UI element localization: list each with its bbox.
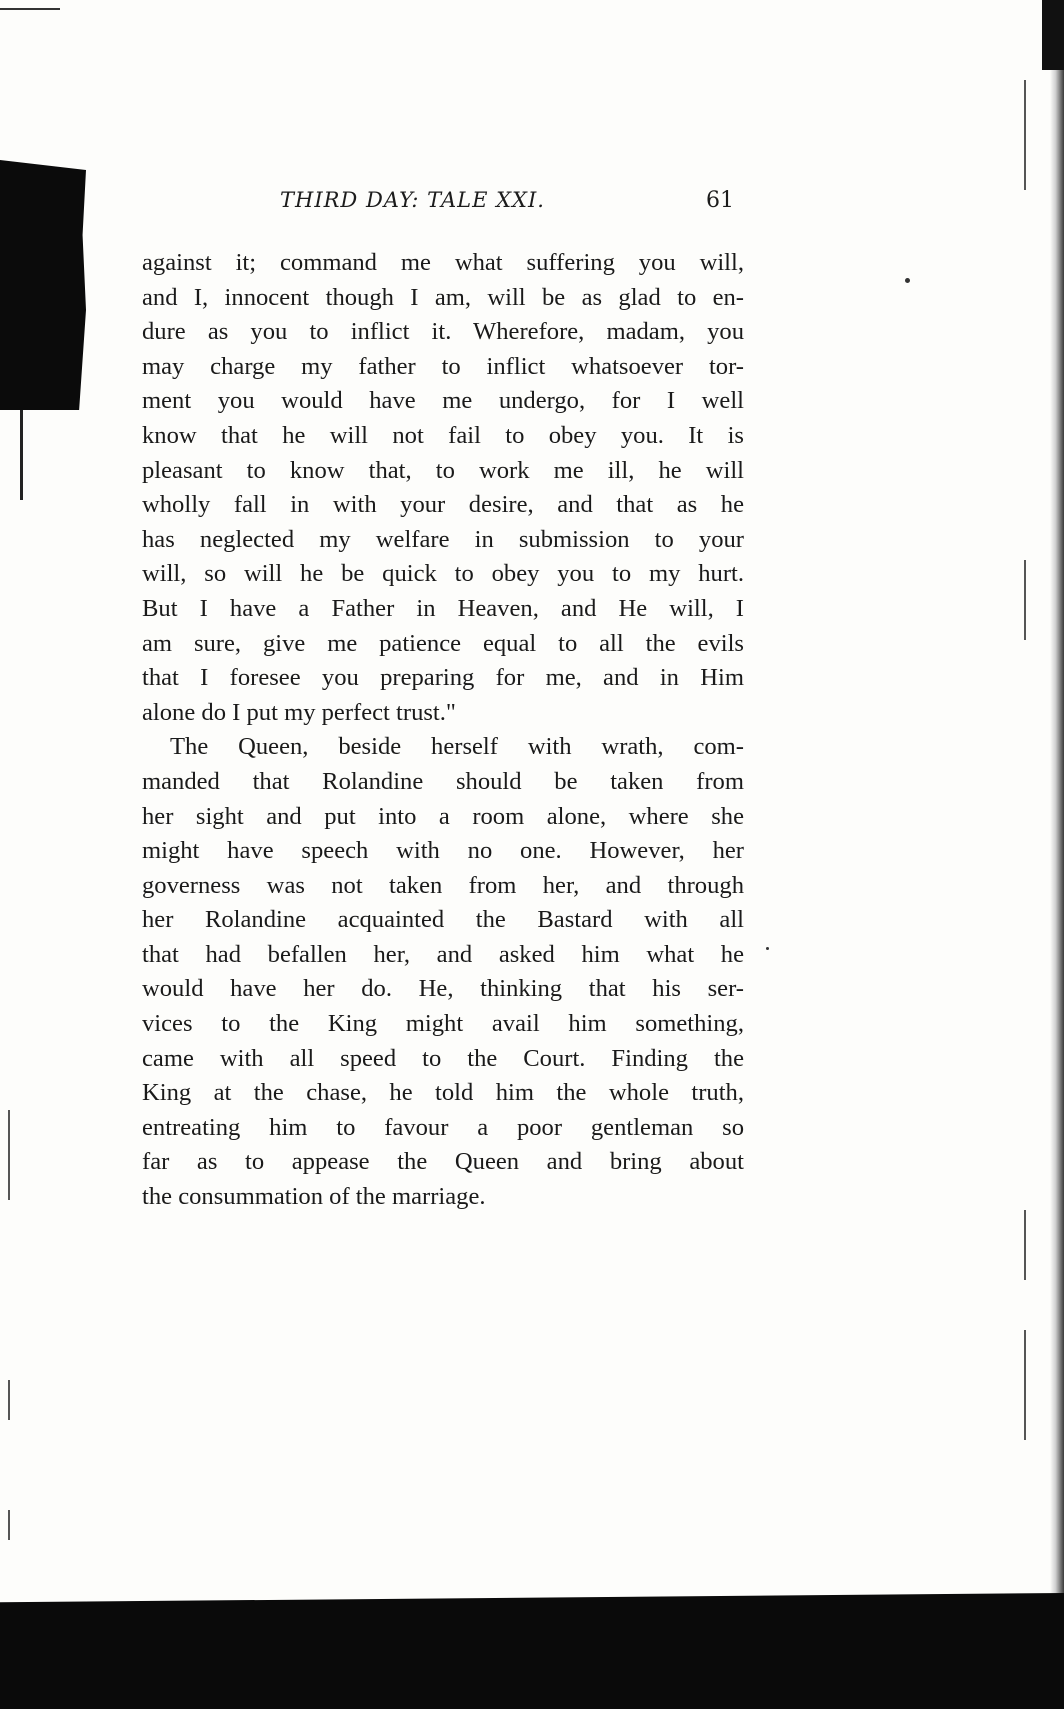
text-line: her sight and put into a room alone, where she bbox=[142, 802, 744, 830]
running-head bbox=[142, 188, 742, 222]
text-line: manded that Rolandine should be taken from bbox=[142, 767, 744, 795]
scan-right-top-shadow bbox=[1042, 0, 1064, 70]
scan-left-line bbox=[20, 410, 23, 500]
body-text bbox=[142, 246, 744, 1215]
text-line: vices to the King might avail him something, bbox=[142, 1010, 744, 1038]
text-line: and I, innocent though I am, will be as glad to en- bbox=[142, 283, 744, 311]
text-line: am sure, give me patience equal to all the evils bbox=[142, 629, 744, 657]
scan-right-edge-shadow bbox=[1050, 0, 1064, 1709]
text-line: that had befallen her, and asked him what he bbox=[142, 940, 744, 968]
text-line: the consummation of the marriage. bbox=[142, 1183, 486, 1211]
text-line: would have her do. He, thinking that his ser- bbox=[142, 975, 744, 1003]
text-line: ment you would have me undergo, for I well bbox=[142, 387, 744, 415]
text-line: governess was not taken from her, and through bbox=[142, 871, 744, 899]
scan-right-tick bbox=[1024, 1330, 1026, 1440]
text-line: will, so will he be quick to obey you to my hurt. bbox=[142, 560, 744, 588]
text-line: King at the chase, he told him the whole truth, bbox=[142, 1079, 744, 1107]
text-line: But I have a Father in Heaven, and He will, I bbox=[142, 594, 744, 622]
text-line: her Rolandine acquainted the Bastard with all bbox=[142, 906, 744, 934]
text-line: know that he will not fail to obey you. It is bbox=[142, 421, 744, 449]
text-line: alone do I put my perfect trust." bbox=[142, 698, 456, 726]
scan-left-tick bbox=[8, 1380, 10, 1420]
text-line: has neglected my welfare in submission to your bbox=[142, 525, 744, 553]
scan-right-tick bbox=[1024, 560, 1026, 640]
text-line: wholly fall in with your desire, and that as he bbox=[142, 491, 744, 519]
scan-top-mark bbox=[0, 8, 60, 10]
text-line: far as to appease the Queen and bring about bbox=[142, 1148, 744, 1176]
scan-left-binding-shadow bbox=[0, 160, 86, 410]
scan-left-tick bbox=[8, 1510, 10, 1540]
scan-speck bbox=[905, 278, 910, 283]
text-line: against it; command me what suffering you will, bbox=[142, 249, 744, 276]
scan-left-tick bbox=[8, 1110, 10, 1200]
scan-right-tick bbox=[1024, 1210, 1026, 1280]
text-line: may charge my father to inflict whatsoever tor- bbox=[142, 352, 744, 380]
page-number: 61 bbox=[706, 188, 734, 213]
text-line: might have speech with no one. However, her bbox=[142, 837, 744, 865]
text-line: The Queen, beside herself with wrath, com- bbox=[170, 733, 744, 761]
text-line: that I foresee you preparing for me, and in Him bbox=[142, 664, 744, 692]
scan-speck bbox=[766, 947, 769, 950]
text-line: entreating him to favour a poor gentleman so bbox=[142, 1113, 744, 1141]
text-line: dure as you to inflict it. Wherefore, madam, you bbox=[142, 318, 744, 346]
scan-right-tick bbox=[1024, 80, 1026, 190]
text-line: pleasant to know that, to work me ill, he will bbox=[142, 456, 744, 484]
paragraph bbox=[142, 730, 744, 1214]
scan-bottom-shadow bbox=[0, 1593, 1064, 1709]
text-line: came with all speed to the Court. Finding the bbox=[142, 1044, 744, 1072]
paragraph bbox=[142, 246, 744, 730]
running-title: THIRD DAY: TALE XXI. bbox=[280, 188, 545, 212]
